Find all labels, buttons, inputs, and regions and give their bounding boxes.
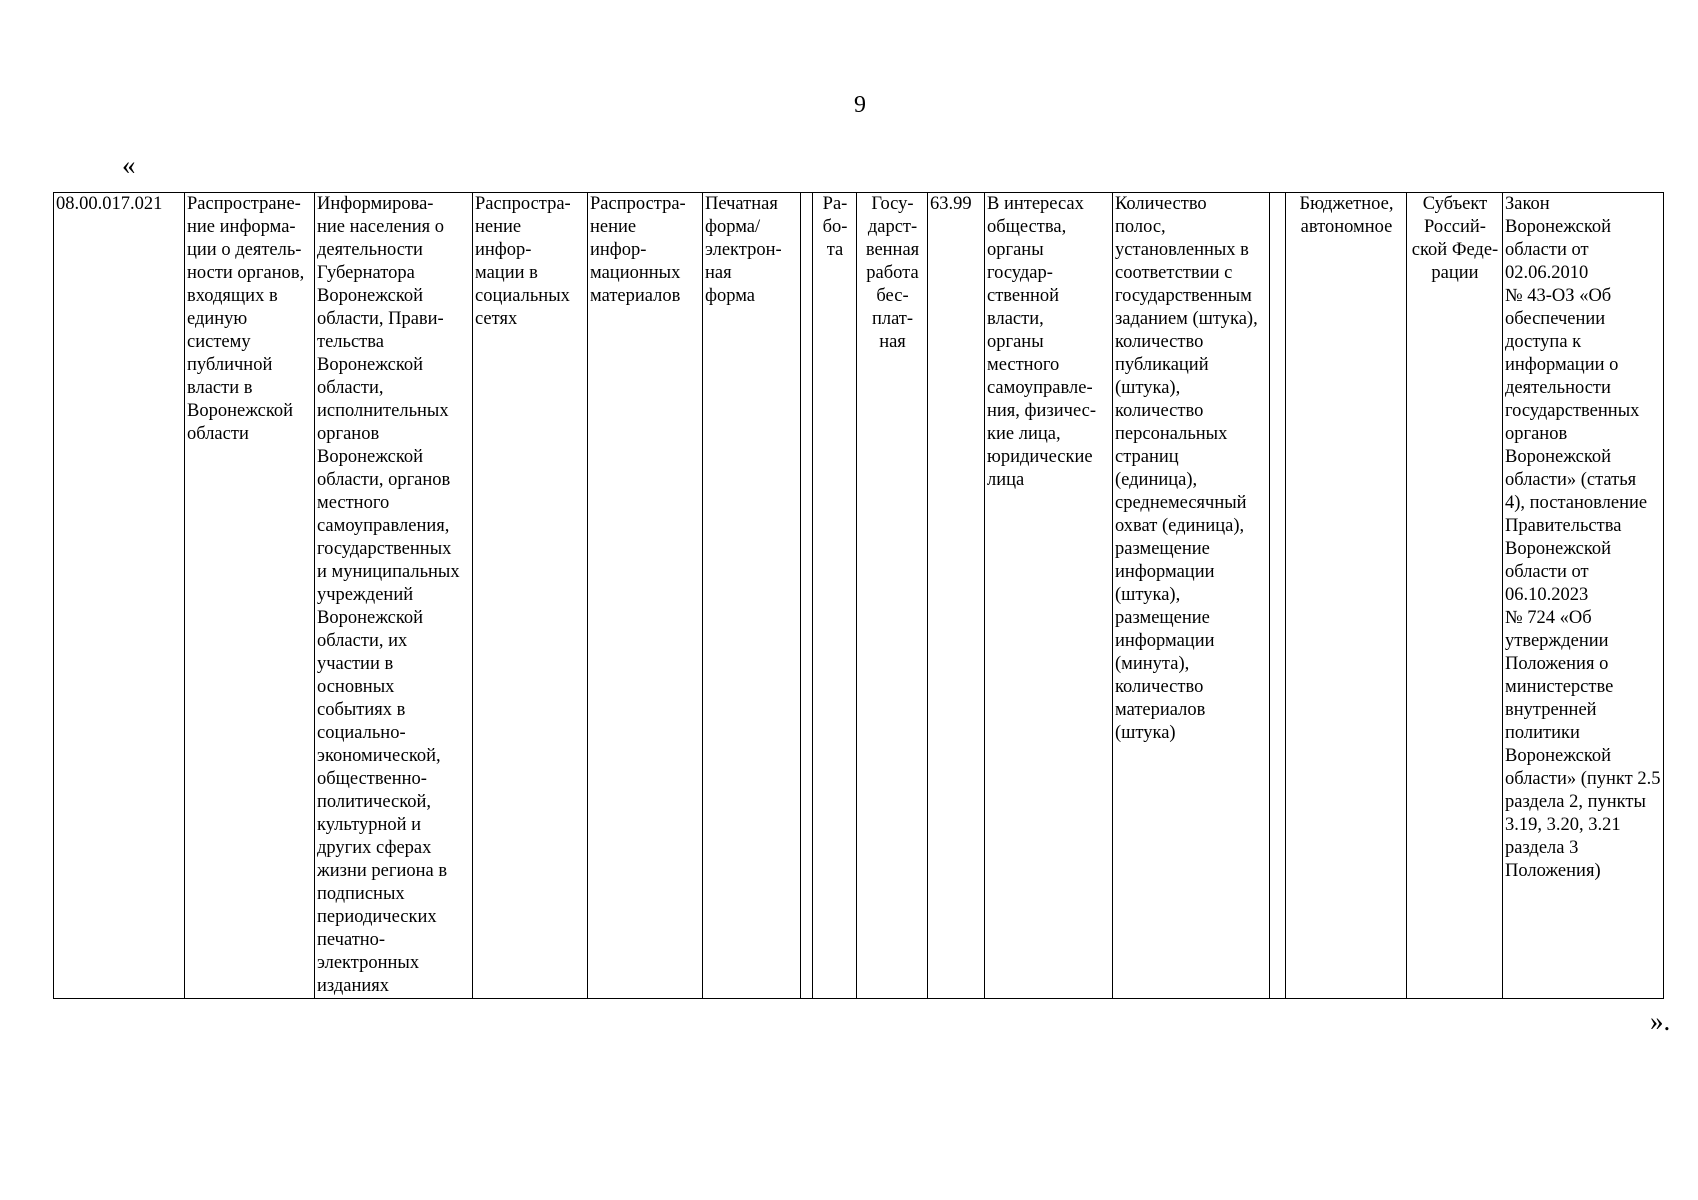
cell-text-line: (штука), (1115, 585, 1181, 605)
cell-text-line: внутренней (1505, 700, 1597, 720)
cell-text-line: нение (590, 217, 637, 237)
cell-text-line: самоуправле- (987, 378, 1093, 398)
cell-text-line: заданием (штука), (1115, 309, 1258, 329)
cell-text-line: области, органов (317, 470, 451, 490)
cell-text-line: событиях в (317, 700, 406, 720)
cell-text-line: утверждении (1505, 631, 1609, 651)
cell-text-line: входящих в (187, 286, 278, 306)
cell-text-line: государственных (317, 539, 452, 559)
cell-text-line: и муниципальных (317, 562, 460, 582)
cell-text-line: Воронежской (317, 355, 424, 375)
cell-text-line: единую (187, 309, 248, 329)
cell-text-line: ние информа- (187, 217, 296, 237)
cell-text-line: области, (317, 378, 384, 398)
cell-text-line: самоуправления, (317, 516, 450, 536)
cell-text-line: персональных (1115, 424, 1228, 444)
cell-text-line: Воронежской (317, 608, 424, 628)
cell-text-line: общественно- (317, 769, 427, 789)
table-row (54, 193, 1664, 999)
opening-quote-mark: « (122, 150, 136, 180)
cell-empty-2 (1270, 193, 1286, 999)
cell-text-line: Положения о (1505, 654, 1609, 674)
cell-text-line: государ- (987, 263, 1053, 283)
cell-text-line: венная (865, 240, 920, 260)
cell-text-line: политической, (317, 792, 432, 812)
cell-text-line: инфор- (590, 240, 647, 260)
cell-text-line: бо- (822, 217, 848, 237)
cell-text-line: Положения) (1505, 861, 1601, 881)
cell-empty-1 (801, 193, 813, 999)
cell-text-line: культурной и (317, 815, 422, 835)
cell-text-line: органы (987, 332, 1044, 352)
cell-text-line: Госу- (871, 194, 914, 214)
cell-volume-indicators (1113, 193, 1270, 999)
cell-text-line: размещение (1115, 539, 1210, 559)
cell-text-line: ние населения о (317, 217, 445, 237)
cell-text-line: информации (1115, 562, 1215, 582)
cell-text-line: государственным (1115, 286, 1252, 306)
cell-text-line: области, их (317, 631, 408, 651)
cell-text-line: бес- (876, 286, 909, 306)
cell-text-line: форма/ (705, 217, 761, 237)
cell-text-line: Количество (1115, 194, 1207, 214)
cell-text-line: количество (1115, 401, 1204, 421)
cell-text-line: Воронежской (317, 447, 424, 467)
cell-text-line: тельства (317, 332, 384, 352)
cell-text-line: ная (705, 263, 732, 283)
cell-condition-2 (588, 193, 703, 999)
cell-text-line: рации (1431, 263, 1479, 283)
cell-text-line: органов (1505, 424, 1568, 444)
cell-text-line: (штука) (1115, 723, 1176, 743)
cell-text-line: электрон- (705, 240, 782, 260)
cell-text-line: органов (317, 424, 380, 444)
cell-text-line: социальных (475, 286, 570, 306)
cell-text-line: информации (1115, 631, 1215, 651)
cell-text-line: Воронежской (317, 286, 424, 306)
cell-text-line: власти в (187, 378, 253, 398)
cell-text-line: Бюджетное, (1299, 194, 1394, 214)
cell-text-line: деятельности (1505, 378, 1611, 398)
cell-text-line: политики (1505, 723, 1580, 743)
cell-text-line: информации о (1505, 355, 1619, 375)
cell-institution-type (1286, 193, 1407, 999)
cell-text-line: обеспечении (1505, 309, 1606, 329)
cell-text-line: Правительства (1505, 516, 1622, 536)
cell-text-line: государственных (1505, 401, 1640, 421)
closing-quote-mark: ». (1650, 1006, 1671, 1036)
cell-text-line: 3.19, 3.20, 3.21 (1505, 815, 1621, 835)
cell-text-line: материалов (590, 286, 681, 306)
cell-text-line: кие лица, (987, 424, 1061, 444)
cell-text-line: Печатная (705, 194, 778, 214)
cell-text-line: плат- (871, 309, 914, 329)
cell-text-line: печатно- (317, 930, 386, 950)
cell-text-line: органы (987, 240, 1044, 260)
cell-text-line: области» (статья (1505, 470, 1637, 490)
cell-text-line: размещение (1115, 608, 1210, 628)
cell-text-line: Воронежской (1505, 539, 1612, 559)
cell-text-line: дарст- (867, 217, 918, 237)
cell-text-line: Россий- (1424, 217, 1486, 237)
cell-text-line: (минута), (1115, 654, 1190, 674)
cell-text-line: работа (866, 263, 919, 283)
cell-text-line: 02.06.2010 (1505, 263, 1589, 283)
cell-text-line: Распростра- (590, 194, 686, 214)
cell-founder (1407, 193, 1503, 999)
cell-text-line: общества, (987, 217, 1067, 237)
cell-text-line: ции о деятель- (187, 240, 302, 260)
cell-service-name (185, 193, 315, 999)
cell-text-line: изданиях (317, 976, 390, 996)
cell-text-line: деятельности (317, 240, 423, 260)
cell-text-line: ния, физичес- (987, 401, 1097, 421)
cell-text-line: области (187, 424, 249, 444)
cell-text-line: публичной (187, 355, 273, 375)
cell-text-line: инфор- (475, 240, 532, 260)
cell-type (813, 193, 857, 999)
cell-text-line: местного (317, 493, 390, 513)
cell-text-line: Воронежской (187, 401, 294, 421)
cell-text-line: ственной (987, 286, 1060, 306)
cell-text-line: министерстве (1505, 677, 1614, 697)
cell-text-line: нение (475, 217, 522, 237)
cell-text-line: периодических (317, 907, 437, 927)
cell-text-line: № 724 «Об (1505, 608, 1592, 628)
cell-text-line: Ра- (822, 194, 848, 214)
cell-text-line: Распростране- (187, 194, 301, 214)
cell-text-line: форма (705, 286, 755, 306)
registry-table (53, 192, 1664, 999)
cell-text-line: Информирова- (317, 194, 434, 214)
cell-consumers (985, 193, 1113, 999)
cell-text-line: Распростра- (475, 194, 571, 214)
cell-text-line: полос, (1115, 217, 1166, 237)
cell-text-line: Губернатора (317, 263, 415, 283)
cell-text-line: мации в (475, 263, 538, 283)
cell-text-line: учреждений (317, 585, 414, 605)
cell-text-line: ная (879, 332, 906, 352)
cell-text-line: (штука), (1115, 378, 1181, 398)
cell-text-line: Субъект (1422, 194, 1488, 214)
cell-text-line: исполнительных (317, 401, 449, 421)
cell-text-line: экономической, (317, 746, 441, 766)
cell-condition-1 (473, 193, 588, 999)
cell-work-content (315, 193, 473, 999)
cell-text-line: области» (пункт 2.5 (1505, 769, 1661, 789)
cell-text-line: области, Прави- (317, 309, 444, 329)
cell-text-line: основных (317, 677, 395, 697)
cell-text-line: жизни региона в (317, 861, 448, 881)
cell-text-line: раздела 3 (1505, 838, 1579, 858)
cell-provision-form (703, 193, 801, 999)
cell-text-line: Воронежской (1505, 217, 1612, 237)
cell-text-line: области от (1505, 240, 1589, 260)
cell-text-line: установленных в (1115, 240, 1249, 260)
cell-text-line: мационных (590, 263, 681, 283)
cell-text-line: В интересах (987, 194, 1084, 214)
cell-text-line: охват (единица), (1115, 516, 1245, 536)
cell-registry-code: 08.00.017.021 (54, 193, 185, 999)
cell-text-line: количество (1115, 332, 1204, 352)
cell-text-line: Воронежской (1505, 746, 1612, 766)
cell-text-line: раздела 2, пункты (1505, 792, 1646, 812)
cell-legal-basis (1503, 193, 1664, 999)
cell-text-line: подписных (317, 884, 405, 904)
cell-text-line: области от (1505, 562, 1589, 582)
cell-text-line: других сферах (317, 838, 432, 858)
cell-text-line: власти, (987, 309, 1044, 329)
cell-text-line: 06.10.2023 (1505, 585, 1589, 605)
cell-text-line: ской Феде- (1411, 240, 1499, 260)
cell-payment (857, 193, 928, 999)
cell-text-line: доступа к (1505, 332, 1582, 352)
cell-text-line: Воронежской (1505, 447, 1612, 467)
cell-text-line: Закон (1505, 194, 1550, 214)
cell-okved-code: 63.99 (928, 193, 985, 999)
cell-text-line: систему (187, 332, 251, 352)
cell-text-line: та (826, 240, 844, 260)
cell-text-line: количество (1115, 677, 1204, 697)
cell-text-line: участии в (317, 654, 394, 674)
cell-text-line: 4), постановление (1505, 493, 1648, 513)
cell-text-line: лица (987, 470, 1025, 490)
cell-text-line: автономное (1300, 217, 1393, 237)
page-number: 9 (854, 92, 866, 118)
cell-text-line: материалов (1115, 700, 1206, 720)
cell-text-line: юридические (987, 447, 1093, 467)
cell-text-line: ности органов, (187, 263, 305, 283)
cell-text-line: местного (987, 355, 1060, 375)
cell-text-line: электронных (317, 953, 420, 973)
cell-text-line: сетях (475, 309, 518, 329)
cell-text-line: публикаций (1115, 355, 1209, 375)
cell-text-line: страниц (1115, 447, 1179, 467)
cell-text-line: среднемесячный (1115, 493, 1247, 513)
cell-text-line: (единица), (1115, 470, 1198, 490)
cell-text-line: социально- (317, 723, 406, 743)
cell-text-line: соответствии с (1115, 263, 1233, 283)
cell-text-line: № 43-ОЗ «Об (1505, 286, 1612, 306)
